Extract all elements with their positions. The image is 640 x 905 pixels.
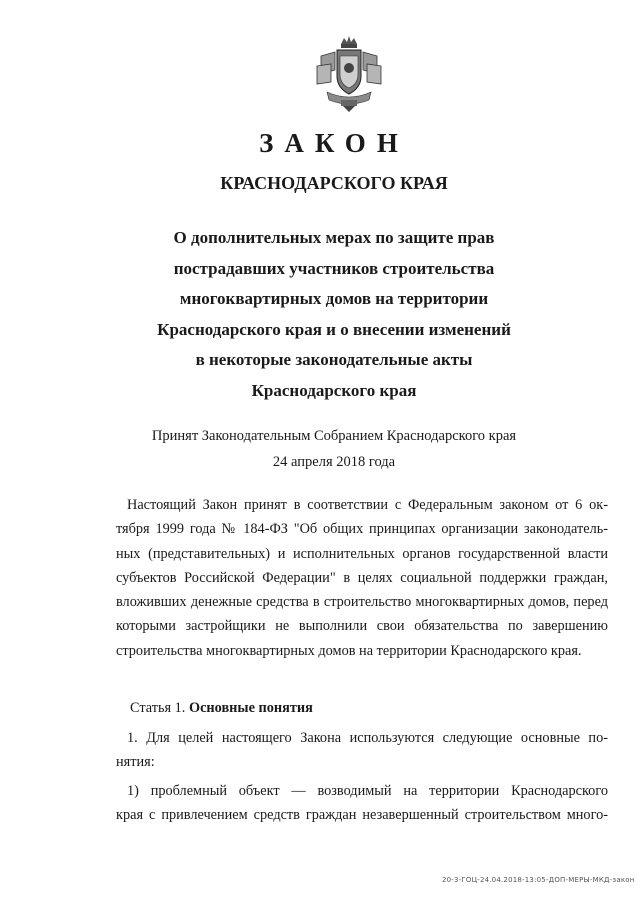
paragraph-line: 1. Для целей настоящего Закона используются следующие основные по- xyxy=(127,730,608,746)
krasnodar-coat-of-arms-icon xyxy=(313,36,385,112)
paragraph-line: Настоящий Закон принят в соответствии с Федеральным законом от 6 ок- xyxy=(127,497,608,513)
adoption-date: 24 апреля 2018 года xyxy=(272,454,396,470)
paragraph-line: субъектов Российской Федерации" в целях социальной поддержки граждан, xyxy=(116,569,608,586)
paragraph-line: тября 1999 года № 184-ФЗ "Об общих принципах организации законодатель- xyxy=(116,521,608,538)
paragraph-line: строительства многоквартирных домов на территории Краснодарского края. xyxy=(116,642,582,659)
law-name-line: Краснодарского края xyxy=(251,380,417,400)
law-name-line: многоквартирных домов на территории xyxy=(179,289,489,309)
law-name-line: О дополнительных мерах по защите прав xyxy=(173,228,495,247)
law-name-line: в некоторые законодательные акты xyxy=(195,350,473,370)
document-file-code: 20-3-ГОЦ-24.04.2018-13:05-ДОП-МЕРЫ-МКД-закон xyxy=(442,876,635,884)
coat-of-arms-emblem xyxy=(313,36,385,112)
law-name-line: Краснодарского края и о внесении изменений xyxy=(157,319,511,339)
paragraph-line: которыми застройщики не выполнили свои обязательства по завершению xyxy=(116,618,608,635)
clause-1-paragraph xyxy=(116,726,608,775)
paragraph-line: вложивших денежные средства в строительство многоквартирных домов, перед xyxy=(116,594,608,611)
adoption-authority: Принят Законодательным Собранием Краснодарского края xyxy=(151,428,517,444)
paragraph-line: нятия: xyxy=(116,754,155,771)
article-heading xyxy=(130,700,313,717)
paragraph-line: края с привлечением средств граждан незавершенный строительством много- xyxy=(116,807,608,824)
document-title: ЗАКОН xyxy=(259,128,409,158)
law-name xyxy=(0,223,640,407)
adoption-info xyxy=(0,423,640,475)
clause-1-item-1-paragraph xyxy=(116,779,608,828)
article-number: Статья 1. xyxy=(130,700,186,716)
article-title: Основные понятия xyxy=(188,700,313,716)
paragraph-line: 1) проблемный объект — возводимый на территории Краснодарского xyxy=(127,783,608,799)
law-name-line: пострадавших участников строительства xyxy=(173,258,495,278)
document-subtitle: КРАСНОДАРСКОГО КРАЯ xyxy=(220,173,448,193)
paragraph-line: ных (представительных) и исполнительных органов государственной власти xyxy=(116,545,608,562)
preamble-paragraph xyxy=(116,493,608,663)
